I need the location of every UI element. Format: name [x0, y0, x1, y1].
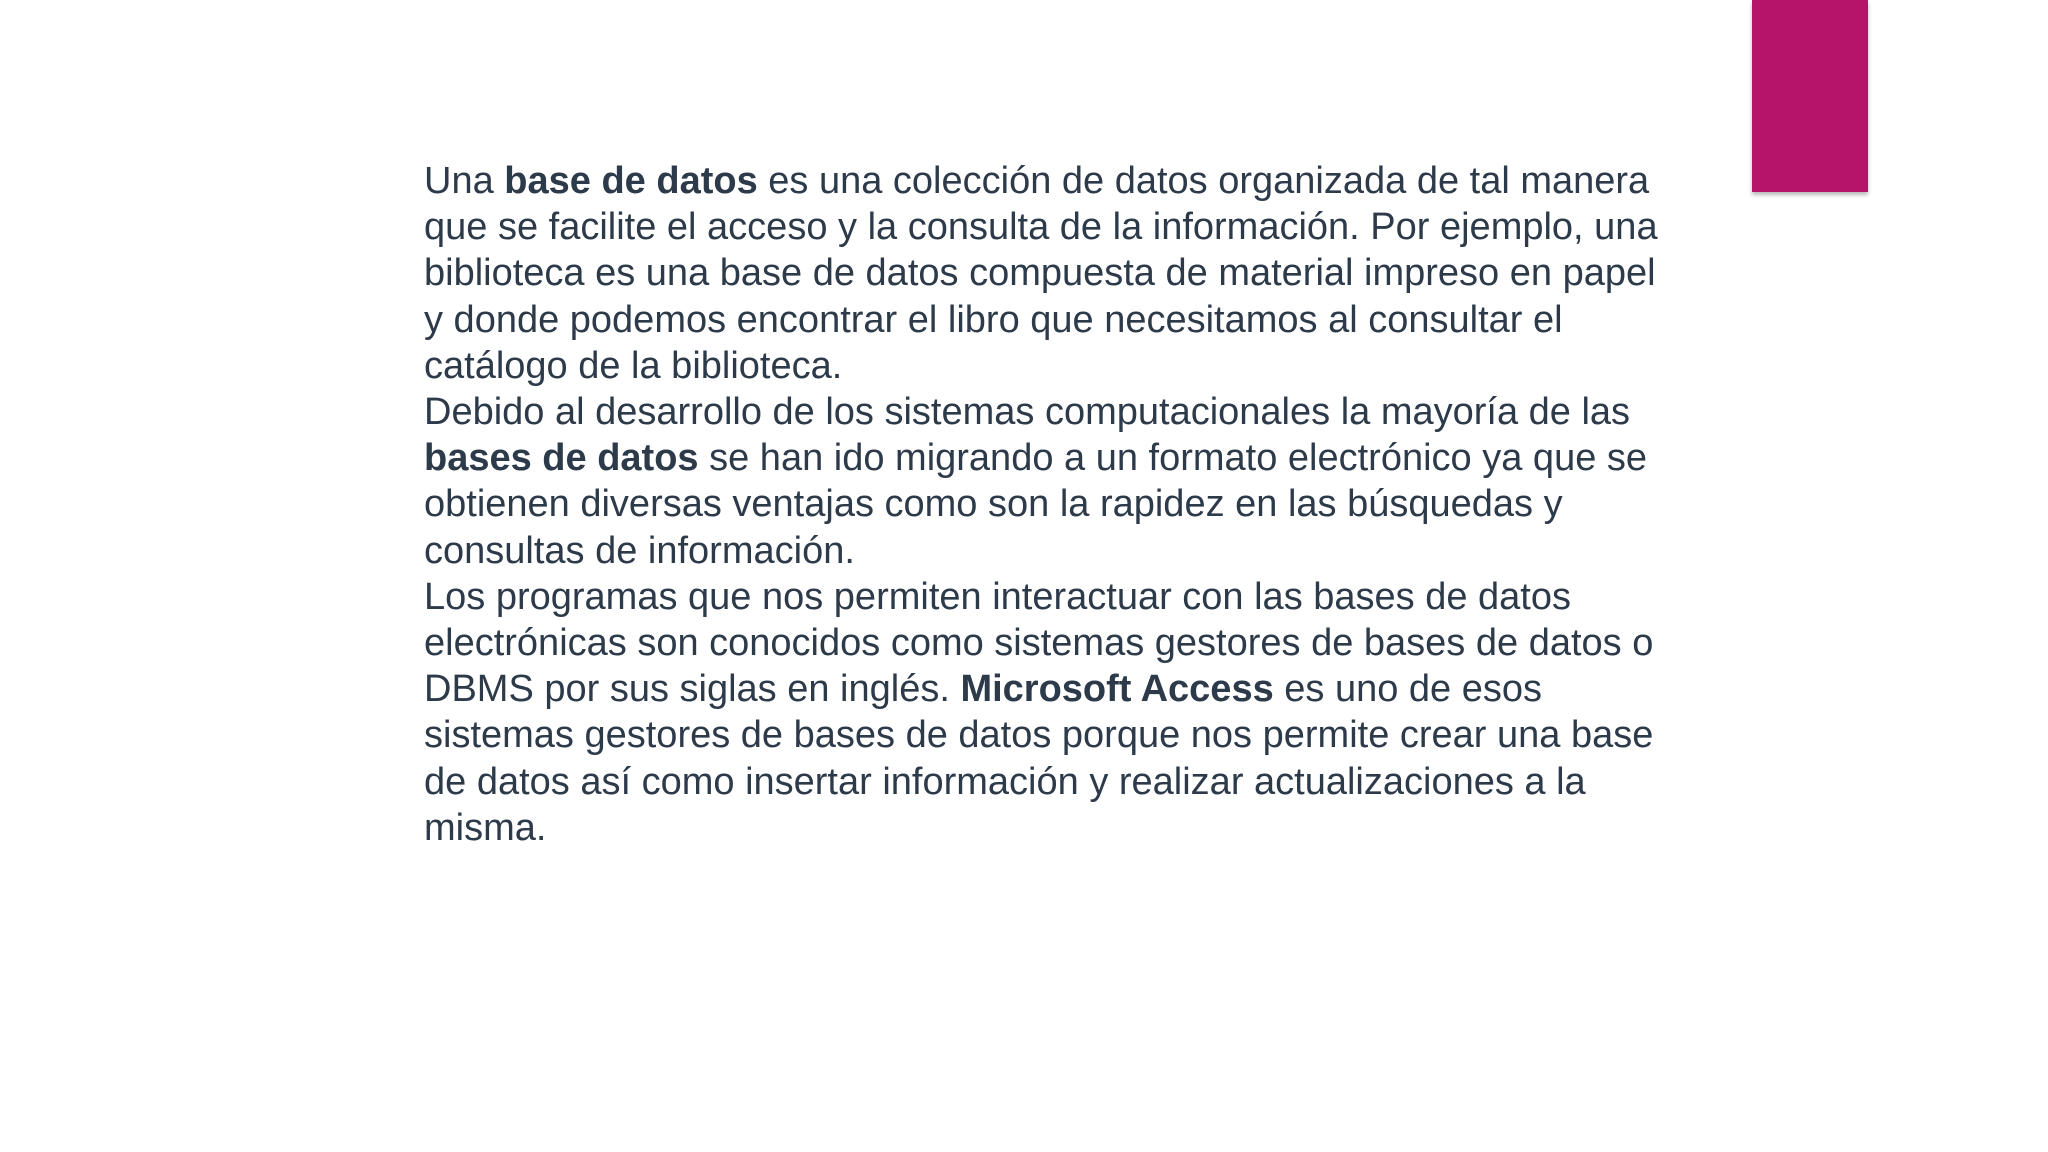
paragraph-3-run-3: es uno de esos sistemas gestores de bases de datos porque nos permite crear una base de datos así como insertar información y realizar actualizaciones a la misma. [424, 668, 1654, 849]
keyword-base-de-datos: base de datos [504, 160, 758, 202]
keyword-microsoft-access: Microsoft Access [960, 668, 1274, 711]
paragraph-2-run-3: se han ido migrando a un formato electrónico ya que se obtienen diversas ventajas como son la rapidez en las búsquedas y consultas de información. [424, 437, 1648, 572]
paragraph-2 [424, 389, 1664, 574]
paragraph-3 [424, 574, 1664, 851]
slide-body-text [424, 158, 1664, 851]
paragraph-1-run-3: es una colección de datos organizada de tal manera que se facilite el acceso y la consulta de la información. Por ejemplo, una biblioteca es una base de datos compuesta de material impreso en papel y donde podemos encontrar el libro que necesitamos al consultar el catálogo de la biblioteca. [424, 160, 1658, 387]
paragraph-3-run-1: Los programas que nos permiten interactuar con las bases de datos electrónicas son conocidos como sistemas gestores de bases de datos o DBMS por sus siglas en inglés. [424, 575, 1654, 711]
paragraph-1 [424, 158, 1664, 389]
accent-tab-decoration [1752, 0, 1868, 192]
paragraph-2-run-1: Debido al desarrollo de los sistemas computacionales la mayoría de las [424, 391, 1631, 434]
keyword-bases-de-datos: bases de datos [424, 437, 699, 480]
paragraph-1-run-1: Una [424, 160, 505, 202]
